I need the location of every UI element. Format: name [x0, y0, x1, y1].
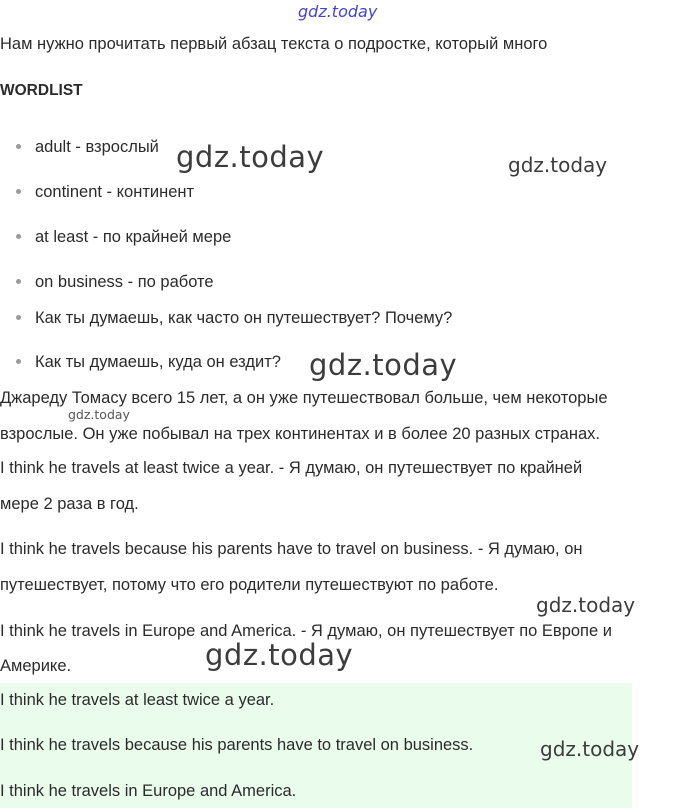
explanation-line: Америке.	[0, 657, 72, 675]
wordlist-item: continent - континент	[16, 181, 194, 203]
wordlist-item: at least - по крайней мере	[16, 226, 231, 248]
bullet-icon	[16, 144, 21, 149]
explanation-line: I think he travels because his parents have to travel on business. - Я думаю, он	[0, 540, 583, 558]
watermark: gdz.today	[205, 638, 354, 672]
watermark: gdz.today	[176, 140, 325, 174]
intro-text: Нам нужно прочитать первый абзац текста о подростке, который много	[0, 35, 548, 53]
bullet-icon	[16, 315, 21, 320]
watermark: gdz.today	[540, 737, 640, 761]
explanation-line: мере 2 раза в год.	[0, 495, 139, 513]
watermark: gdz.today	[508, 153, 608, 177]
answer-line: I think he travels at least twice a year.	[0, 691, 275, 709]
wordlist-item: Как ты думаешь, куда он ездит?	[16, 351, 281, 373]
explanation-line: путешествует, потому что его родители путешествуют по работе.	[0, 576, 499, 594]
watermark: gdz.today	[309, 348, 458, 382]
wordlist-item: on business - по работе	[16, 271, 214, 293]
bullet-icon	[16, 279, 21, 284]
answer-line: I think he travels because his parents have to travel on business.	[0, 736, 474, 754]
answer-line: I think he travels in Europe and America.	[0, 782, 297, 800]
watermark-top: gdz.today	[298, 2, 378, 21]
bullet-icon	[16, 234, 21, 239]
wordlist-item: adult - взрослый	[16, 136, 159, 158]
wordlist-item: Как ты думаешь, как часто он путешествует? Почему?	[16, 307, 452, 329]
bullet-icon	[16, 359, 21, 364]
wordlist-heading: WORDLIST	[0, 82, 83, 99]
paragraph-line: Джареду Томасу всего 15 лет, а он уже путешествовал больше, чем некоторые	[0, 389, 608, 407]
watermark: gdz.today	[68, 407, 130, 422]
explanation-line: I think he travels in Europe and America. - Я думаю, он путешествует по Европе и	[0, 622, 612, 640]
bullet-icon	[16, 189, 21, 194]
watermark: gdz.today	[536, 593, 636, 617]
paragraph-line: взрослые. Он уже побывал на трех континентах и в более 20 разных странах.	[0, 425, 600, 443]
explanation-line: I think he travels at least twice a year. - Я думаю, он путешествует по крайней	[0, 459, 583, 477]
